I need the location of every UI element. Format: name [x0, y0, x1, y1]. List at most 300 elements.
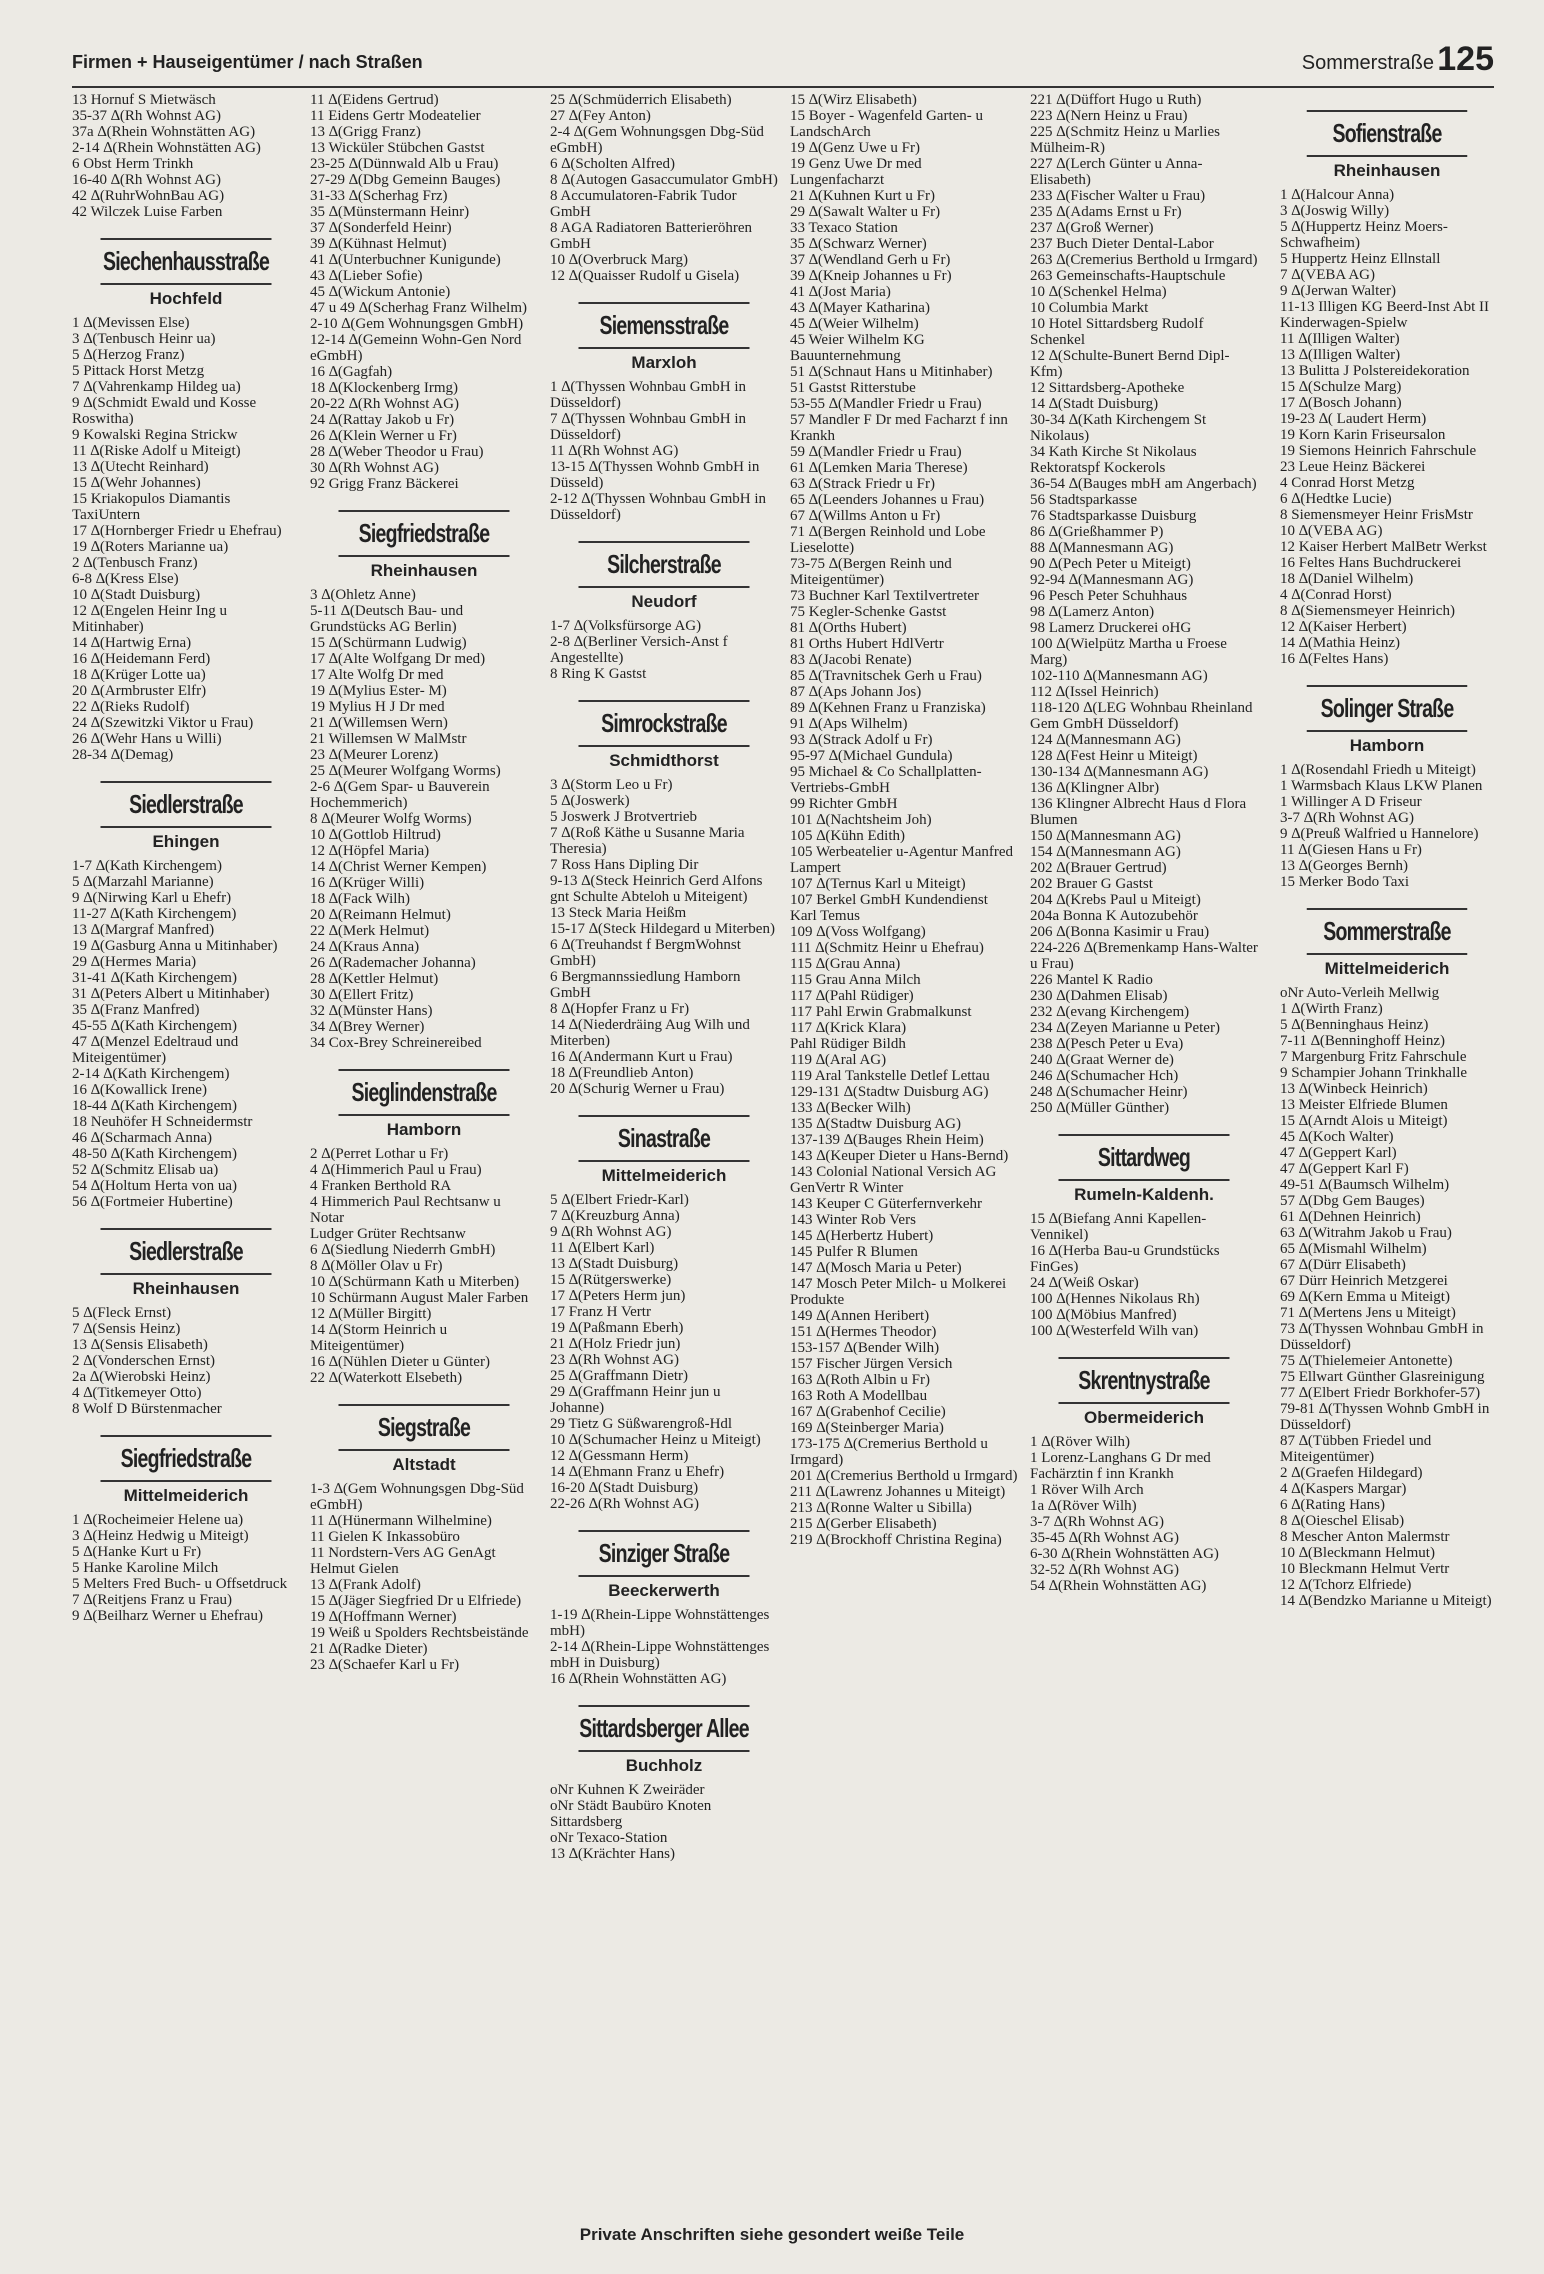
directory-entry: 15 ∆(Schürmann Ludwig) — [310, 635, 467, 651]
directory-entry: 1 Warmsbach Klaus LKW Planen — [1280, 778, 1483, 794]
directory-entry: 5 Melters Fred Buch- u Offsetdruck — [72, 1576, 288, 1592]
header-section-title: Firmen + Hauseigentümer / nach Straßen — [72, 52, 423, 72]
directory-entry: 95-97 ∆(Michael Gundula) — [790, 748, 953, 764]
directory-entry: 24 ∆(Rattay Jakob u Fr) — [310, 412, 455, 428]
directory-entry: 124 ∆(Mannesmann AG) — [1030, 732, 1181, 748]
directory-entry: 11-13 Illigen KG Beerd-Inst Abt II Kinderwagen-Spielw — [1280, 299, 1489, 331]
directory-entry: oNr Texaco-Station — [550, 1830, 668, 1846]
page-number: 125 — [1437, 40, 1494, 78]
directory-entry: 71 ∆(Bergen Reinhold und Lobe Lieselotte) — [790, 524, 986, 556]
directory-entry: 21 Willemsen W MalMstr — [310, 731, 467, 747]
directory-entry: 133 ∆(Becker Wilh) — [790, 1100, 911, 1116]
directory-entry: 19 ∆(Mylius Ester- M) — [310, 683, 447, 699]
directory-entry: 13 ∆(Margraf Manfred) — [72, 922, 215, 938]
directory-entry: 23 ∆(Schaefer Karl u Fr) — [310, 1657, 460, 1673]
directory-entry: 6 ∆(Rating Hans) — [1280, 1497, 1385, 1513]
directory-entry: 20-22 ∆(Rh Wohnst AG) — [310, 396, 459, 412]
directory-entry: 13-15 ∆(Thyssen Wohnb GmbH in Düsseld) — [550, 459, 760, 491]
directory-entry: 19 Weiß u Spolders Rechtsbeistände — [310, 1625, 529, 1641]
directory-entry: 117 ∆(Pahl Rüdiger) — [790, 988, 914, 1004]
district-heading: Hamborn — [1349, 736, 1425, 755]
directory-entry: 52 ∆(Schmitz Elisab ua) — [72, 1162, 219, 1178]
directory-entry: 17 ∆(Peters Herm jun) — [550, 1288, 686, 1304]
directory-entry: 14 ∆(Bendzko Marianne u Miteigt) — [1280, 1593, 1492, 1609]
directory-entry: 153-157 ∆(Bender Wilh) — [790, 1340, 940, 1356]
directory-entry: 173-175 ∆(Cremerius Berthold u Irmgard) — [790, 1436, 988, 1468]
directory-entry: 163 ∆(Roth Albin u Fr) — [790, 1372, 931, 1388]
directory-entry: 10 Schürmann August Maler Farben — [310, 1290, 529, 1306]
directory-entry: 2 ∆(Graefen Hildegard) — [1280, 1465, 1423, 1481]
directory-entry: 7 ∆(Thyssen Wohnbau GmbH in Düsseldorf) — [550, 411, 747, 443]
district-heading: Beeckerwerth — [608, 1581, 720, 1600]
directory-entry: 13 Bulitta J Polstereidekoration — [1280, 363, 1470, 379]
district-heading: Buchholz — [625, 1756, 703, 1775]
directory-entry: 15 ∆(Arndt Alois u Miteigt) — [1280, 1113, 1448, 1129]
directory-entry: 227 ∆(Lerch Günter u Anna-Elisabeth) — [1030, 156, 1203, 188]
directory-entry: 2 ∆(Vonderschen Ernst) — [72, 1353, 216, 1369]
street-heading: Siegfriedstraße — [339, 510, 510, 557]
directory-entry: 202 Brauer G Gastst — [1030, 876, 1153, 892]
directory-entry: 14 ∆(Storm Heinrich u Miteigentümer) — [310, 1322, 448, 1354]
directory-entry: 1-7 ∆(Kath Kirchengem) — [72, 858, 222, 874]
directory-entry: 7 ∆(Sensis Heinz) — [72, 1321, 181, 1337]
directory-entry: 4 ∆(Titkemeyer Otto) — [72, 1385, 202, 1401]
directory-entry: 147 Mosch Peter Milch- u Molkerei Produkte — [790, 1276, 1007, 1308]
directory-entry: 15-17 ∆(Steck Hildegard u Miterben) — [550, 921, 775, 937]
directory-entry: 9 ∆(Schmidt Ewald und Kosse Roswitha) — [72, 395, 257, 427]
directory-entry: 11 Gielen K Inkassobüro — [310, 1529, 460, 1545]
directory-entry: 92-94 ∆(Mannesmann AG) — [1030, 572, 1194, 588]
directory-entry: 12 Kaiser Herbert MalBetr Werkst — [1280, 539, 1487, 555]
directory-entry: 21 ∆(Kuhnen Kurt u Fr) — [790, 188, 935, 204]
directory-entry: 31 ∆(Peters Albert u Mitinhaber) — [72, 986, 270, 1002]
directory-entry: 129-131 ∆(Stadtw Duisburg AG) — [790, 1084, 989, 1100]
district-heading: Schmidthorst — [609, 751, 719, 770]
directory-entry: oNr Kuhnen K Zweiräder — [550, 1782, 705, 1798]
directory-entry: 28 ∆(Weber Theodor u Frau) — [310, 444, 484, 460]
directory-entry: 2-4 ∆(Gem Wohnungsgen Dbg-Süd eGmbH) — [550, 124, 764, 156]
street-heading: Sittardsberger Allee — [579, 1705, 750, 1752]
directory-entry: 100 ∆(Westerfeld Wilh van) — [1030, 1323, 1199, 1339]
directory-entry: 51 ∆(Schnaut Hans u Mitinhaber) — [790, 364, 993, 380]
directory-entry: 54 ∆(Rhein Wohnstätten AG) — [1030, 1578, 1207, 1594]
directory-entry: 167 ∆(Grabenhof Cecilie) — [790, 1404, 946, 1420]
directory-entry: 143 Colonial National Versich AG GenVertr R Winter — [790, 1164, 997, 1196]
directory-entry: 21 ∆(Holz Friedr jun) — [550, 1336, 681, 1352]
directory-entry: 8 AGA Radiatoren Batterieröhren GmbH — [550, 220, 753, 252]
directory-entry: 45-55 ∆(Kath Kirchengem) — [72, 1018, 237, 1034]
directory-entry: 22 ∆(Waterkott Elsebeth) — [310, 1370, 463, 1386]
directory-entry: 8 ∆(Siemensmeyer Heinrich) — [1280, 603, 1455, 619]
directory-entry: 11 ∆(Rh Wohnst AG) — [550, 443, 679, 459]
directory-entry: 237 ∆(Groß Werner) — [1030, 220, 1154, 236]
directory-entry: 1 ∆(Mevissen Else) — [72, 315, 190, 331]
directory-entry: 215 ∆(Gerber Elisabeth) — [790, 1516, 937, 1532]
directory-entry: 11 ∆(Hünermann Wilhelmine) — [310, 1513, 492, 1529]
directory-entry: 18 Neuhöfer H Schneidermstr — [72, 1114, 253, 1130]
directory-entry: 235 ∆(Adams Ernst u Fr) — [1030, 204, 1182, 220]
directory-entry: 49-51 ∆(Baumsch Wilhelm) — [1280, 1177, 1450, 1193]
directory-entry: 8 Mescher Anton Malermstr — [1280, 1529, 1450, 1545]
street-heading: Siegfriedstraße — [101, 1435, 272, 1482]
directory-entry: 3-7 ∆(Rh Wohnst AG) — [1030, 1514, 1164, 1530]
directory-entry: 11 Eidens Gertr Modeatelier — [310, 108, 481, 124]
directory-entry: 45 ∆(Weier Wilhelm) — [790, 316, 919, 332]
directory-entry: 23 ∆(Meurer Lorenz) — [310, 747, 439, 763]
directory-entry: 1-3 ∆(Gem Wohnungsgen Dbg-Süd eGmbH) — [310, 1481, 524, 1513]
directory-entry: 9 ∆(Preuß Walfried u Hannelore) — [1280, 826, 1479, 842]
street-heading: Simrockstraße — [579, 700, 750, 747]
district-heading: Rheinhausen — [370, 561, 478, 580]
directory-entry: 107 Berkel GmbH Kundendienst Karl Temus — [790, 892, 988, 924]
directory-entry: 16 ∆(Heidemann Ferd) — [72, 651, 211, 667]
directory-entry: oNr Auto-Verleih Mellwig — [1280, 985, 1440, 1001]
directory-entry: 59 ∆(Mandler Friedr u Frau) — [790, 444, 962, 460]
directory-entry: 11 ∆(Eidens Gertrud) — [310, 92, 439, 108]
column-3 — [550, 92, 778, 2187]
directory-entry: 202 ∆(Brauer Gertrud) — [1030, 860, 1167, 876]
directory-entry: 1 Lorenz-Langhans G Dr med Fachärztin f inn Krankh — [1030, 1450, 1211, 1482]
directory-entry: 12 ∆(Schulte-Bunert Bernd Dipl-Kfm) — [1030, 348, 1230, 380]
directory-entry: 234 ∆(Zeyen Marianne u Peter) — [1030, 1020, 1220, 1036]
directory-entry: 26 ∆(Wehr Hans u Willi) — [72, 731, 222, 747]
directory-entry: 45 ∆(Wickum Antonie) — [310, 284, 451, 300]
directory-entry: 12 ∆(Höpfel Maria) — [310, 843, 430, 859]
directory-entry: Pahl Rüdiger Bildh — [790, 1036, 906, 1052]
directory-entry: 79-81 ∆(Thyssen Wohnb GmbH in Düsseldorf) — [1280, 1401, 1490, 1433]
directory-entry: 22-26 ∆(Rh Wohnst AG) — [550, 1496, 699, 1512]
district-heading: Rheinhausen — [132, 1279, 240, 1298]
directory-entry: 98 ∆(Lamerz Anton) — [1030, 604, 1155, 620]
directory-entry: 7 ∆(Reitjens Franz u Frau) — [72, 1592, 232, 1608]
directory-entry: 75 ∆(Thielemeier Antonette) — [1280, 1353, 1453, 1369]
directory-entry: 233 ∆(Fischer Walter u Frau) — [1030, 188, 1206, 204]
directory-entry: 1 ∆(Röver Wilh) — [1030, 1434, 1130, 1450]
directory-entry: 65 ∆(Mismahl Wilhelm) — [1280, 1241, 1427, 1257]
directory-entry: 119 ∆(Aral AG) — [790, 1052, 887, 1068]
directory-entry: 147 ∆(Mosch Maria u Peter) — [790, 1260, 962, 1276]
directory-entry: 5 ∆(Herzog Franz) — [72, 347, 185, 363]
directory-entry: 23-25 ∆(Dünnwald Alb u Frau) — [310, 156, 499, 172]
directory-entry: 10 ∆(Schumacher Heinz u Miteigt) — [550, 1432, 761, 1448]
directory-entry: 56 ∆(Fortmeier Hubertine) — [72, 1194, 233, 1210]
directory-entry: 63 ∆(Witrahm Jakob u Frau) — [1280, 1225, 1452, 1241]
district-heading: Neudorf — [631, 592, 697, 611]
directory-entry: 91 ∆(Aps Wilhelm) — [790, 716, 908, 732]
directory-entry: 7-11 ∆(Benninghoff Heinz) — [1280, 1033, 1445, 1049]
directory-entry: 31-41 ∆(Kath Kirchengem) — [72, 970, 237, 986]
directory-entry: 8 ∆(Hopfer Franz u Fr) — [550, 1001, 690, 1017]
directory-entry: 2a ∆(Wierobski Heinz) — [72, 1369, 211, 1385]
directory-entry: 14 ∆(Hartwig Erna) — [72, 635, 192, 651]
directory-entry: 45 Weier Wilhelm KG Bauunternehmung — [790, 332, 925, 364]
directory-entry: 98 Lamerz Druckerei oHG — [1030, 620, 1192, 636]
directory-entry: 9 ∆(Beilharz Werner u Ehefrau) — [72, 1608, 263, 1624]
directory-entry: 7 ∆(Vahrenkamp Hildeg ua) — [72, 379, 241, 395]
directory-entry: 115 Grau Anna Milch — [790, 972, 921, 988]
directory-entry: 10 Columbia Markt — [1030, 300, 1149, 316]
directory-entry: 13 ∆(Stadt Duisburg) — [550, 1256, 679, 1272]
directory-entry: 39 ∆(Kühnast Helmut) — [310, 236, 447, 252]
directory-entry: 16 Feltes Hans Buchdruckerei — [1280, 555, 1462, 571]
directory-entry: 61 ∆(Dehnen Heinrich) — [1280, 1209, 1421, 1225]
directory-entry: 15 Kriakopulos Diamantis TaxiUntern — [72, 491, 231, 523]
street-heading: Siedlerstraße — [101, 1228, 272, 1275]
directory-entry: 101 ∆(Nachtsheim Joh) — [790, 812, 932, 828]
directory-entry: 5 Huppertz Heinz Ellnstall — [1280, 251, 1441, 267]
directory-entry: 1 Willinger A D Friseur — [1280, 794, 1422, 810]
directory-entry: 3 ∆(Tenbusch Heinr ua) — [72, 331, 216, 347]
directory-entry: 35 ∆(Schwarz Werner) — [790, 236, 927, 252]
directory-entry: 25 ∆(Graffmann Dietr) — [550, 1368, 689, 1384]
directory-entry: 57 Mandler F Dr med Facharzt f inn Krankh — [790, 412, 1008, 444]
directory-entry: 8 ∆(Autogen Gasaccumulator GmbH) — [550, 172, 778, 188]
directory-entry: 9 ∆(Rh Wohnst AG) — [550, 1224, 672, 1240]
directory-entry: 143 Keuper C Güterfernverkehr — [790, 1196, 983, 1212]
directory-entry: 67 ∆(Dürr Elisabeth) — [1280, 1257, 1406, 1273]
directory-entry: 100 ∆(Hennes Nikolaus Rh) — [1030, 1291, 1200, 1307]
directory-entry: 128 ∆(Fest Heinr u Miteigt) — [1030, 748, 1198, 764]
directory-entry: 13 Meister Elfriede Blumen — [1280, 1097, 1448, 1113]
directory-entry: 1-7 ∆(Volksfürsorge AG) — [550, 618, 702, 634]
directory-entry: 19 Siemons Heinrich Fahrschule — [1280, 443, 1477, 459]
directory-entry: 7 ∆(VEBA AG) — [1280, 267, 1376, 283]
directory-entry: 15 Merker Bodo Taxi — [1280, 874, 1410, 890]
directory-entry: 9 Schampier Johann Trinkhalle — [1280, 1065, 1468, 1081]
directory-entry: 35-45 ∆(Rh Wohnst AG) — [1030, 1530, 1179, 1546]
directory-entry: 150 ∆(Mannesmann AG) — [1030, 828, 1181, 844]
directory-entry: 226 Mantel K Radio — [1030, 972, 1153, 988]
directory-entry: 35 ∆(Franz Manfred) — [72, 1002, 200, 1018]
directory-entry: 117 ∆(Krick Klara) — [790, 1020, 907, 1036]
directory-entry: 14 ∆(Stadt Duisburg) — [1030, 396, 1159, 412]
directory-entry: 11 ∆(Elbert Karl) — [550, 1240, 655, 1256]
directory-entry: 34 Cox-Brey Schreinereibed — [310, 1035, 482, 1051]
directory-entry: 37a ∆(Rhein Wohnstätten AG) — [72, 124, 256, 140]
directory-entry: 13 ∆(Grigg Franz) — [310, 124, 421, 140]
directory-entry: 8 ∆(Möller Olav u Fr) — [310, 1258, 443, 1274]
directory-entry: 34 Kath Kirche St Nikolaus Rektoratspf Kockerols — [1030, 444, 1197, 476]
directory-entry: 2-8 ∆(Berliner Versich-Anst f Angestellte) — [550, 634, 728, 666]
directory-entry: 30 ∆(Rh Wohnst AG) — [310, 460, 439, 476]
directory-entry: 92 Grigg Franz Bäckerei — [310, 476, 459, 492]
directory-entry: 14 ∆(Niederdräing Aug Wilh und Miterben) — [550, 1017, 750, 1049]
directory-entry: 11-27 ∆(Kath Kirchengem) — [72, 906, 237, 922]
directory-entry: 232 ∆(evang Kirchengem) — [1030, 1004, 1190, 1020]
directory-entry: 5 ∆(Joswerk) — [550, 793, 630, 809]
directory-entry: 17 Franz H Vertr — [550, 1304, 651, 1320]
directory-entry: 25 ∆(Meurer Wolfgang Worms) — [310, 763, 501, 779]
directory-entry: 86 ∆(Grießhammer P) — [1030, 524, 1164, 540]
directory-entry: 6 Obst Herm Trinkh — [72, 156, 194, 172]
directory-entry: 57 ∆(Dbg Gem Bauges) — [1280, 1193, 1425, 1209]
directory-entry: 100 ∆(Möbius Manfred) — [1030, 1307, 1177, 1323]
directory-entry: 15 ∆(Schulze Marg) — [1280, 379, 1402, 395]
directory-entry: 16 ∆(Rhein Wohnstätten AG) — [550, 1671, 727, 1687]
directory-entry: 29 ∆(Hermes Maria) — [72, 954, 197, 970]
directory-entry: 47 ∆(Geppert Karl) — [1280, 1145, 1397, 1161]
directory-entry: 145 ∆(Herbertz Hubert) — [790, 1228, 934, 1244]
directory-entry: 12-14 ∆(Gemeinn Wohn-Gen Nord eGmbH) — [310, 332, 522, 364]
directory-entry: 75 Ellwart Günther Glasreinigung — [1280, 1369, 1485, 1385]
directory-entry: 11 ∆(Riske Adolf u Miteigt) — [72, 443, 241, 459]
directory-entry: 25 ∆(Schmüderrich Elisabeth) — [550, 92, 732, 108]
directory-entry: 157 Fischer Jürgen Versich — [790, 1356, 953, 1372]
header-street-range: Sommerstraße — [1301, 52, 1434, 74]
directory-entry: 240 ∆(Graat Werner de) — [1030, 1052, 1174, 1068]
directory-entry: 18 ∆(Klockenberg Irmg) — [310, 380, 459, 396]
directory-entry: 211 ∆(Lawrenz Johannes u Miteigt) — [790, 1484, 1006, 1500]
street-heading: Sinastraße — [579, 1115, 750, 1162]
directory-entry: 9 ∆(Jerwan Walter) — [1280, 283, 1396, 299]
directory-entry: 105 ∆(Kühn Edith) — [790, 828, 905, 844]
directory-entry: 8 Ring K Gastst — [550, 666, 647, 682]
directory-entry: 5 Hanke Karoline Milch — [72, 1560, 219, 1576]
district-heading: Hamborn — [386, 1120, 462, 1139]
directory-entry: 130-134 ∆(Mannesmann AG) — [1030, 764, 1209, 780]
directory-entry: 18-44 ∆(Kath Kirchengem) — [72, 1098, 237, 1114]
directory-entry: 32-52 ∆(Rh Wohnst AG) — [1030, 1562, 1179, 1578]
directory-entry: 35-37 ∆(Rh Wohnst AG) — [72, 108, 221, 124]
directory-entry: 15 ∆(Jäger Siegfried Dr u Elfriede) — [310, 1593, 522, 1609]
directory-entry: 4 Himmerich Paul Rechtsanw u Notar — [310, 1194, 501, 1226]
directory-entry: 24 ∆(Szewitzki Viktor u Frau) — [72, 715, 254, 731]
directory-entry: 65 ∆(Leenders Johannes u Frau) — [790, 492, 985, 508]
directory-entry: 118-120 ∆(LEG Wohnbau Rheinland Gem GmbH Düsseldorf) — [1030, 700, 1253, 732]
district-heading: Rheinhausen — [1333, 161, 1441, 180]
directory-entry: 15 ∆(Biefang Anni Kapellen-Vennikel) — [1030, 1211, 1207, 1243]
directory-entry: 10 ∆(Schürmann Kath u Miterben) — [310, 1274, 520, 1290]
directory-entry: 53-55 ∆(Mandler Friedr u Frau) — [790, 396, 982, 412]
directory-entry: 13 ∆(Illigen Walter) — [1280, 347, 1401, 363]
directory-entry: 2 ∆(Perret Lothar u Fr) — [310, 1146, 449, 1162]
directory-entry: 5 ∆(Hanke Kurt u Fr) — [72, 1544, 202, 1560]
directory-entry: 16 ∆(Herba Bau-u Grundstücks FinGes) — [1030, 1243, 1220, 1275]
directory-entry: 47 ∆(Menzel Edeltraud und Miteigentümer) — [72, 1034, 239, 1066]
directory-entry: 12 ∆(Gessmann Herm) — [550, 1448, 689, 1464]
street-heading: Siegstraße — [339, 1404, 510, 1451]
directory-entry: 17 Alte Wolfg Dr med — [310, 667, 444, 683]
directory-entry: 67 ∆(Willms Anton u Fr) — [790, 508, 941, 524]
directory-entry: 221 ∆(Düffort Hugo u Ruth) — [1030, 92, 1202, 108]
directory-entry: 24 ∆(Weiß Oskar) — [1030, 1275, 1139, 1291]
directory-entry: 10 ∆(Schenkel Helma) — [1030, 284, 1167, 300]
directory-entry: 237 Buch Dieter Dental-Labor — [1030, 236, 1214, 252]
directory-entry: 12 Sittardsberg-Apotheke — [1030, 380, 1185, 396]
directory-columns — [72, 92, 1494, 2187]
directory-entry: 5 Joswerk J Brotvertrieb — [550, 809, 698, 825]
district-heading: Ehingen — [152, 832, 220, 851]
directory-entry: 89 ∆(Kehnen Franz u Franziska) — [790, 700, 986, 716]
directory-entry: 16 ∆(Krüger Willi) — [310, 875, 425, 891]
directory-entry: 29 Tietz G Süßwarengroß-Hdl — [550, 1416, 733, 1432]
directory-entry: 32 ∆(Münster Hans) — [310, 1003, 433, 1019]
directory-entry: 145 Pulfer R Blumen — [790, 1244, 918, 1260]
directory-entry: 26 ∆(Klein Werner u Fr) — [310, 428, 457, 444]
directory-entry: 10 Hotel Sittardsberg Rudolf Schenkel — [1030, 316, 1204, 348]
directory-entry: 85 ∆(Travnitschek Gerh u Frau) — [790, 668, 982, 684]
directory-entry: 4 ∆(Himmerich Paul u Frau) — [310, 1162, 482, 1178]
directory-entry: 26 ∆(Rademacher Johanna) — [310, 955, 476, 971]
directory-entry: 19 Korn Karin Friseursalon — [1280, 427, 1446, 443]
directory-entry: 6 ∆(Treuhandst f BergmWohnst GmbH) — [550, 937, 741, 969]
directory-entry: 39 ∆(Kneip Johannes u Fr) — [790, 268, 952, 284]
directory-entry: 111 ∆(Schmitz Heinr u Ehefrau) — [790, 940, 984, 956]
directory-entry: 3 ∆(Storm Leo u Fr) — [550, 777, 673, 793]
directory-entry: 17 ∆(Alte Wolfgang Dr med) — [310, 651, 486, 667]
directory-entry: 71 ∆(Mertens Jens u Miteigt) — [1280, 1305, 1456, 1321]
directory-entry: 73 Buchner Karl Textilvertreter — [790, 588, 980, 604]
directory-entry: 105 Werbeatelier u-Agentur Manfred Lampert — [790, 844, 1014, 876]
directory-entry: 73-75 ∆(Bergen Reinh und Miteigentümer) — [790, 556, 952, 588]
street-heading: Siemensstraße — [579, 302, 750, 349]
directory-entry: 67 Dürr Heinrich Metzgerei — [1280, 1273, 1448, 1289]
street-heading: Skrentnystraße — [1059, 1357, 1230, 1404]
directory-entry: 5 ∆(Benninghaus Heinz) — [1280, 1017, 1429, 1033]
directory-entry: 5 ∆(Marzahl Marianne) — [72, 874, 214, 890]
directory-entry: 95 Michael & Co Schallplatten-Vertriebs-GmbH — [790, 764, 982, 796]
directory-entry: 117 Pahl Erwin Grabmalkunst — [790, 1004, 972, 1020]
directory-entry: 45 ∆(Koch Walter) — [1280, 1129, 1394, 1145]
directory-entry: 42 ∆(RuhrWohnBau AG) — [72, 188, 225, 204]
directory-entry: 56 Stadtsparkasse — [1030, 492, 1138, 508]
directory-entry: 10 ∆(Overbruck Marg) — [550, 252, 689, 268]
directory-entry: 1 ∆(Halcour Anna) — [1280, 187, 1395, 203]
directory-entry: 18 ∆(Fack Wilh) — [310, 891, 410, 907]
directory-entry: 151 ∆(Hermes Theodor) — [790, 1324, 937, 1340]
directory-entry: 14 ∆(Christ Werner Kempen) — [310, 859, 487, 875]
directory-entry: 12 ∆(Kaiser Herbert) — [1280, 619, 1407, 635]
directory-entry: 1 ∆(Thyssen Wohnbau GmbH in Düsseldorf) — [550, 379, 747, 411]
directory-entry: 115 ∆(Grau Anna) — [790, 956, 901, 972]
directory-entry: 143 ∆(Keuper Dieter u Hans-Bernd) — [790, 1148, 1009, 1164]
directory-entry: 109 ∆(Voss Wolfgang) — [790, 924, 926, 940]
directory-entry: 87 ∆(Tübben Friedel und Miteigentümer) — [1280, 1433, 1432, 1465]
directory-entry: 19 ∆(Roters Marianne ua) — [72, 539, 229, 555]
directory-entry: 28-34 ∆(Demag) — [72, 747, 174, 763]
directory-entry: 19 Genz Uwe Dr med Lungenfacharzt — [790, 156, 922, 188]
directory-entry: 225 ∆(Schmitz Heinz u Marlies Mülheim-R) — [1030, 124, 1220, 156]
directory-entry: 201 ∆(Cremerius Berthold u Irmgard) — [790, 1468, 1018, 1484]
directory-entry: 1-19 ∆(Rhein-Lippe Wohnstättenges mbH) — [550, 1607, 770, 1639]
directory-entry: 93 ∆(Strack Adolf u Fr) — [790, 732, 933, 748]
directory-entry: 4 ∆(Kaspers Margar) — [1280, 1481, 1407, 1497]
directory-entry: 13 ∆(Sensis Elisabeth) — [72, 1337, 208, 1353]
directory-entry: 81 ∆(Orths Hubert) — [790, 620, 907, 636]
district-heading: Altstadt — [392, 1455, 456, 1474]
directory-entry: 5 ∆(Fleck Ernst) — [72, 1305, 172, 1321]
directory-entry: 213 ∆(Ronne Walter u Sibilla) — [790, 1500, 972, 1516]
directory-entry: 27 ∆(Fey Anton) — [550, 108, 651, 124]
directory-entry: 47 ∆(Geppert Karl F) — [1280, 1161, 1409, 1177]
directory-entry: 136 Klingner Albrecht Haus d Flora Blumen — [1030, 796, 1247, 828]
directory-entry: 9 Kowalski Regina Strickw — [72, 427, 238, 443]
directory-entry: 18 ∆(Daniel Wilhelm) — [1280, 571, 1414, 587]
directory-entry: 77 ∆(Elbert Friedr Borkhofer-57) — [1280, 1385, 1481, 1401]
directory-entry: 87 ∆(Aps Johann Jos) — [790, 684, 922, 700]
district-heading: Mittelmeiderich — [123, 1486, 249, 1505]
directory-entry: 107 ∆(Ternus Karl u Miteigt) — [790, 876, 966, 892]
directory-entry: 10 ∆(VEBA AG) — [1280, 523, 1383, 539]
directory-entry: 8 ∆(Meurer Wolfg Worms) — [310, 811, 472, 827]
directory-entry: 12 ∆(Quaisser Rudolf u Gisela) — [550, 268, 740, 284]
directory-entry: 204a Bonna K Autozubehör — [1030, 908, 1198, 924]
directory-entry: 27-29 ∆(Dbg Gemeinn Bauges) — [310, 172, 501, 188]
directory-entry: 22 ∆(Rieks Rudolf) — [72, 699, 190, 715]
directory-entry: 230 ∆(Dahmen Elisab) — [1030, 988, 1168, 1004]
directory-entry: 37 ∆(Sonderfeld Heinr) — [310, 220, 452, 236]
directory-entry: 88 ∆(Mannesmann AG) — [1030, 540, 1174, 556]
